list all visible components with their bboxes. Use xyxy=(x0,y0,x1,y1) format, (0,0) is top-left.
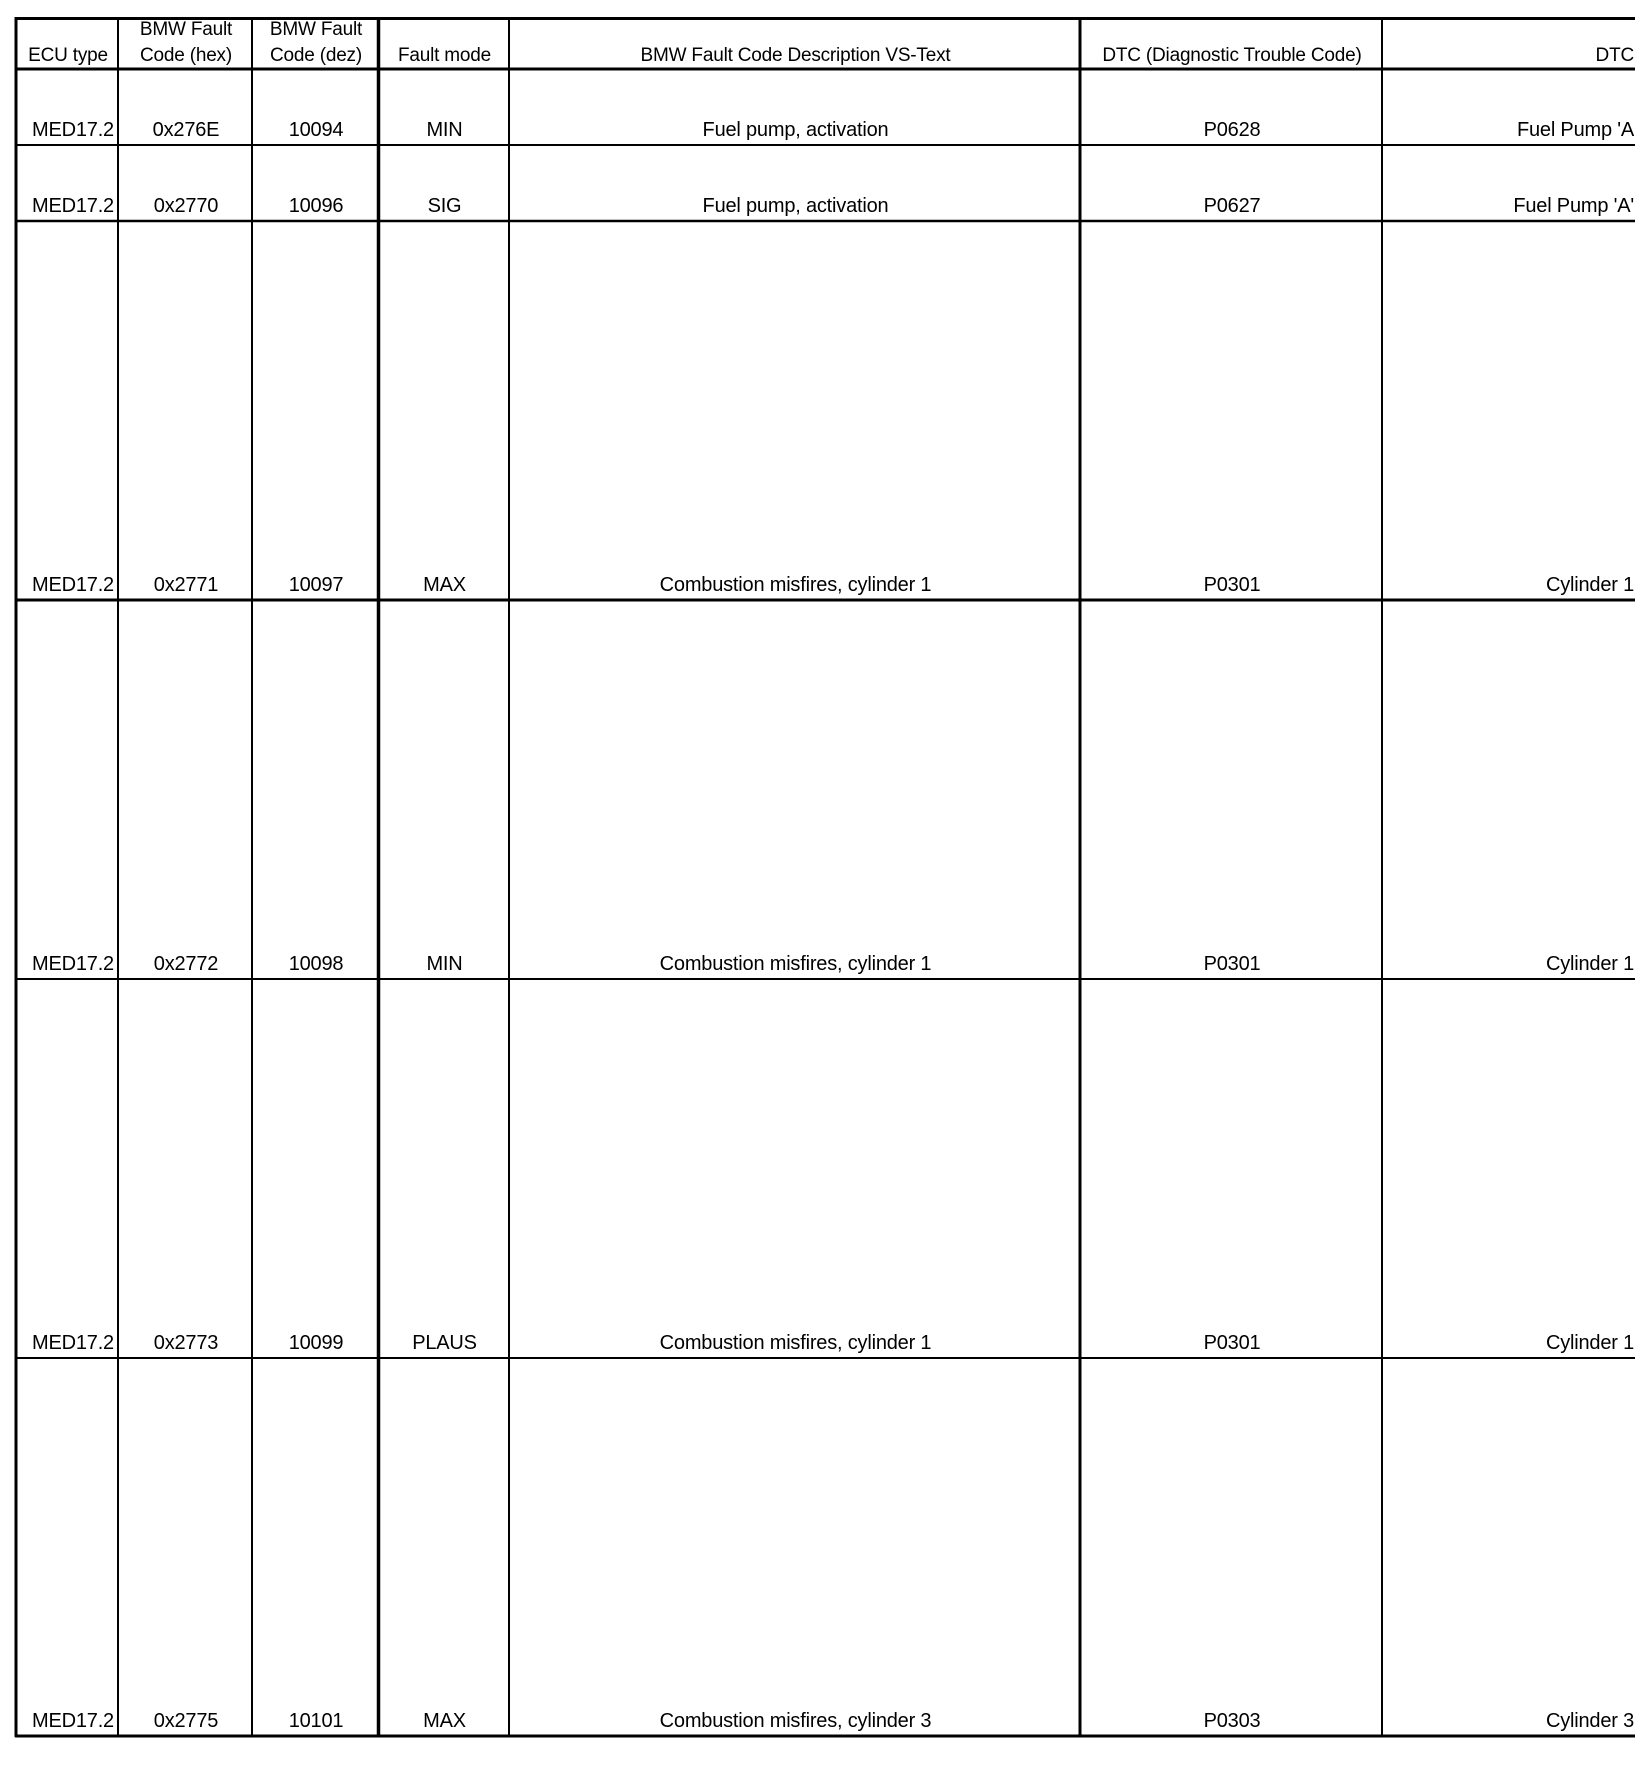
cell-fault-code-hex: 0x2771 xyxy=(153,574,219,596)
cell-fault-code-hex: 0x2773 xyxy=(153,1332,219,1354)
cell-dtc-text: Fuel Pump 'A' xyxy=(1513,195,1634,217)
cell-fault-code-hex: 0x276E xyxy=(152,119,220,141)
header-dtc-text: DTC xyxy=(1595,45,1634,66)
header-dtc: DTC (Diagnostic Trouble Code) xyxy=(1102,45,1362,66)
cell-description: Combustion misfires, cylinder 3 xyxy=(659,1710,932,1732)
cell-fault-mode: MAX xyxy=(423,1710,466,1732)
cell-fault-mode: PLAUS xyxy=(412,1332,477,1354)
cell-fault-mode: SIG xyxy=(427,195,462,217)
cell-fault-code-hex: 0x2775 xyxy=(153,1710,219,1732)
cell-ecu-type: MED17.2 xyxy=(32,1332,114,1354)
header-description: BMW Fault Code Description VS-Text xyxy=(640,45,951,66)
cell-fault-mode: MIN xyxy=(426,953,463,975)
cell-dtc: P0301 xyxy=(1203,953,1261,975)
cell-fault-code-dez: 10099 xyxy=(288,1332,344,1354)
header-ecu-type: ECU type xyxy=(28,45,108,66)
cell-dtc: P0301 xyxy=(1203,574,1261,596)
cell-dtc: P0303 xyxy=(1203,1710,1261,1732)
cell-fault-code-dez: 10101 xyxy=(288,1710,344,1732)
cell-fault-code-hex: 0x2770 xyxy=(153,195,219,217)
header-fault-mode: Fault mode xyxy=(397,45,492,66)
cell-fault-code-dez: 10097 xyxy=(288,574,344,596)
cell-description: Fuel pump, activation xyxy=(702,119,889,141)
header-fault-code-dez: BMW Fault Code (dez) xyxy=(269,19,363,66)
header-fault-code-hex: BMW Fault Code (hex) xyxy=(139,19,233,66)
cell-description: Fuel pump, activation xyxy=(702,195,889,217)
cell-description: Combustion misfires, cylinder 1 xyxy=(659,574,932,596)
cell-fault-code-dez: 10098 xyxy=(288,953,344,975)
cell-dtc-text: Cylinder 1 xyxy=(1545,574,1634,596)
cell-dtc-text: Cylinder 3 xyxy=(1545,1710,1634,1732)
cell-ecu-type: MED17.2 xyxy=(32,119,114,141)
cell-fault-mode: MIN xyxy=(426,119,463,141)
cell-ecu-type: MED17.2 xyxy=(32,953,114,975)
cell-fault-code-dez: 10096 xyxy=(288,195,344,217)
cell-ecu-type: MED17.2 xyxy=(32,1710,114,1732)
cell-description: Combustion misfires, cylinder 1 xyxy=(659,953,932,975)
cell-ecu-type: MED17.2 xyxy=(32,574,114,596)
cell-dtc-text: Cylinder 1 xyxy=(1545,1332,1634,1354)
cell-dtc: P0628 xyxy=(1203,119,1261,141)
cell-description: Combustion misfires, cylinder 1 xyxy=(659,1332,932,1354)
cell-fault-code-hex: 0x2772 xyxy=(153,953,219,975)
cell-fault-mode: MAX xyxy=(423,574,466,596)
cell-ecu-type: MED17.2 xyxy=(32,195,114,217)
cell-dtc-text: Fuel Pump 'A xyxy=(1516,119,1634,141)
cell-fault-code-dez: 10094 xyxy=(288,119,344,141)
cell-dtc: P0627 xyxy=(1203,195,1261,217)
cell-dtc: P0301 xyxy=(1203,1332,1261,1354)
cell-dtc-text: Cylinder 1 xyxy=(1545,953,1634,975)
